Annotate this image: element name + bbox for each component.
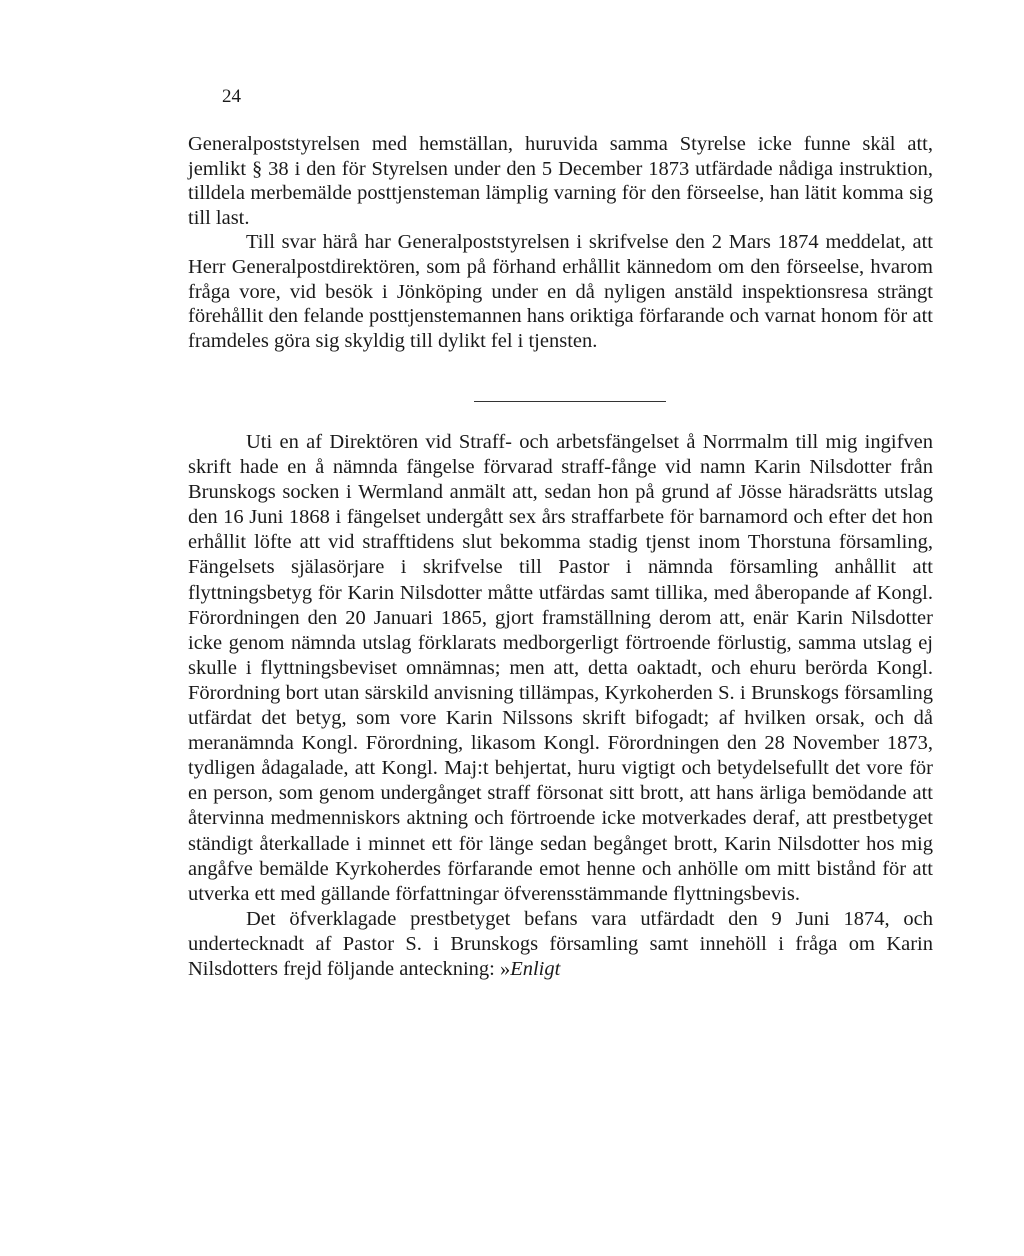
paragraph-3: Uti en af Direktören vid Straff- och arbetsfängelset å Norrmalm till mig ingifven skrift hade en å nämnda fängelse förvarad straff-fånge vid namn Karin Nilsdotter från Brunskogs socken i Wermland anmält att, sedan hon på grund af Jösse häradsrätts utslag den 16 Juni 1868 i fängelset undergått sex års straffarbete för barnamord och efter det hon erhållit löfte att vid strafftidens slut bekomma stadig tjenst inom Thorstuna församling, Fängelsets själasörjare i skrifvelse till Pastor i nämnda församling anhållit att flyttningsbetyg för Karin Nilsdotter måtte utfärdas samt tillika, med åberopande af Kongl. Förordningen den 20 Januari 1865, gjort framställning derom att, enär Karin Nilsdotter icke genom nämnda utslag förklarats medborgerligt förtroende förlustig, samma utslag ej skulle i flyttningsbeviset omnämnas; men att, detta oaktadt, och ehuru berörda Kongl. Förordning bort utan särskild anvisning tillämpas, Kyrkoherden S. i Brunskogs församling utfärdat det betyg, som vore Karin Nilssons skrift bifogadt; af hvilken orsak, och då meranämnda Kongl. Förordning, likasom Kongl. Förordningen den 28 November 1873, tydligen ådagalade, att Kongl. Maj:t behjertat, huru vigtigt och betydelsefullt det vore för en person, som genom undergånget straff försonat sitt brott, att hans ärliga bemödande att återvinna medmenniskors aktning och förtroende icke motverkades deraf, att prestbetyget ständigt återkallade i minnet ett för länge sedan begånget brott, Karin Nilsdotter hos mig angåfve bemälde Kyrkoherdes förfarande emot henne och anhölle om mitt bistånd för att utverka ett med gällande författningar öfverensstämmande flyttningsbevis.: [188, 431, 933, 905]
paragraph-4: [188, 907, 933, 982]
paragraph-4-italic-tail: Enligt: [510, 957, 561, 980]
paragraph-1: Generalpoststyrelsen med hemställan, huruvida samma Styrelse icke funne skäl att, jemlikt § 38 i den för Styrelsen under den 5 December 1873 utfärdade nådiga instruktion, tilldela merbemälde posttjensteman lämplig varning för den förseelse, han lätit komma sig till last.: [188, 133, 933, 229]
section-karin-nilsdotter-case: [188, 430, 933, 982]
section-post-office-case: [188, 132, 933, 353]
paragraph-2: Till svar härå har Generalpoststyrelsen i skrifvelse den 2 Mars 1874 meddelat, att Herr Generalpostdirektören, som på förhand erhållit kännedom om den förseelse, hvarom fråga vore, vid besök i Jönköping under en då nyligen anstäld inspektionsresa strängt förehållit den felande posttjenstemannen hans oriktiga förfarande och varnat honom för att framdeles göra sig skyldig till dylikt fel i tjensten.: [188, 231, 933, 352]
page-number: 24: [222, 86, 241, 107]
paragraph-4-text: Det öfverklagade prestbetyget befans vara utfärdadt den 9 Juni 1874, och undertecknadt af Pastor S. i Brunskogs församling samt innehöll i fråga om Karin Nilsdotters frejd följande anteckning: »: [188, 907, 933, 980]
section-divider: [474, 401, 666, 402]
